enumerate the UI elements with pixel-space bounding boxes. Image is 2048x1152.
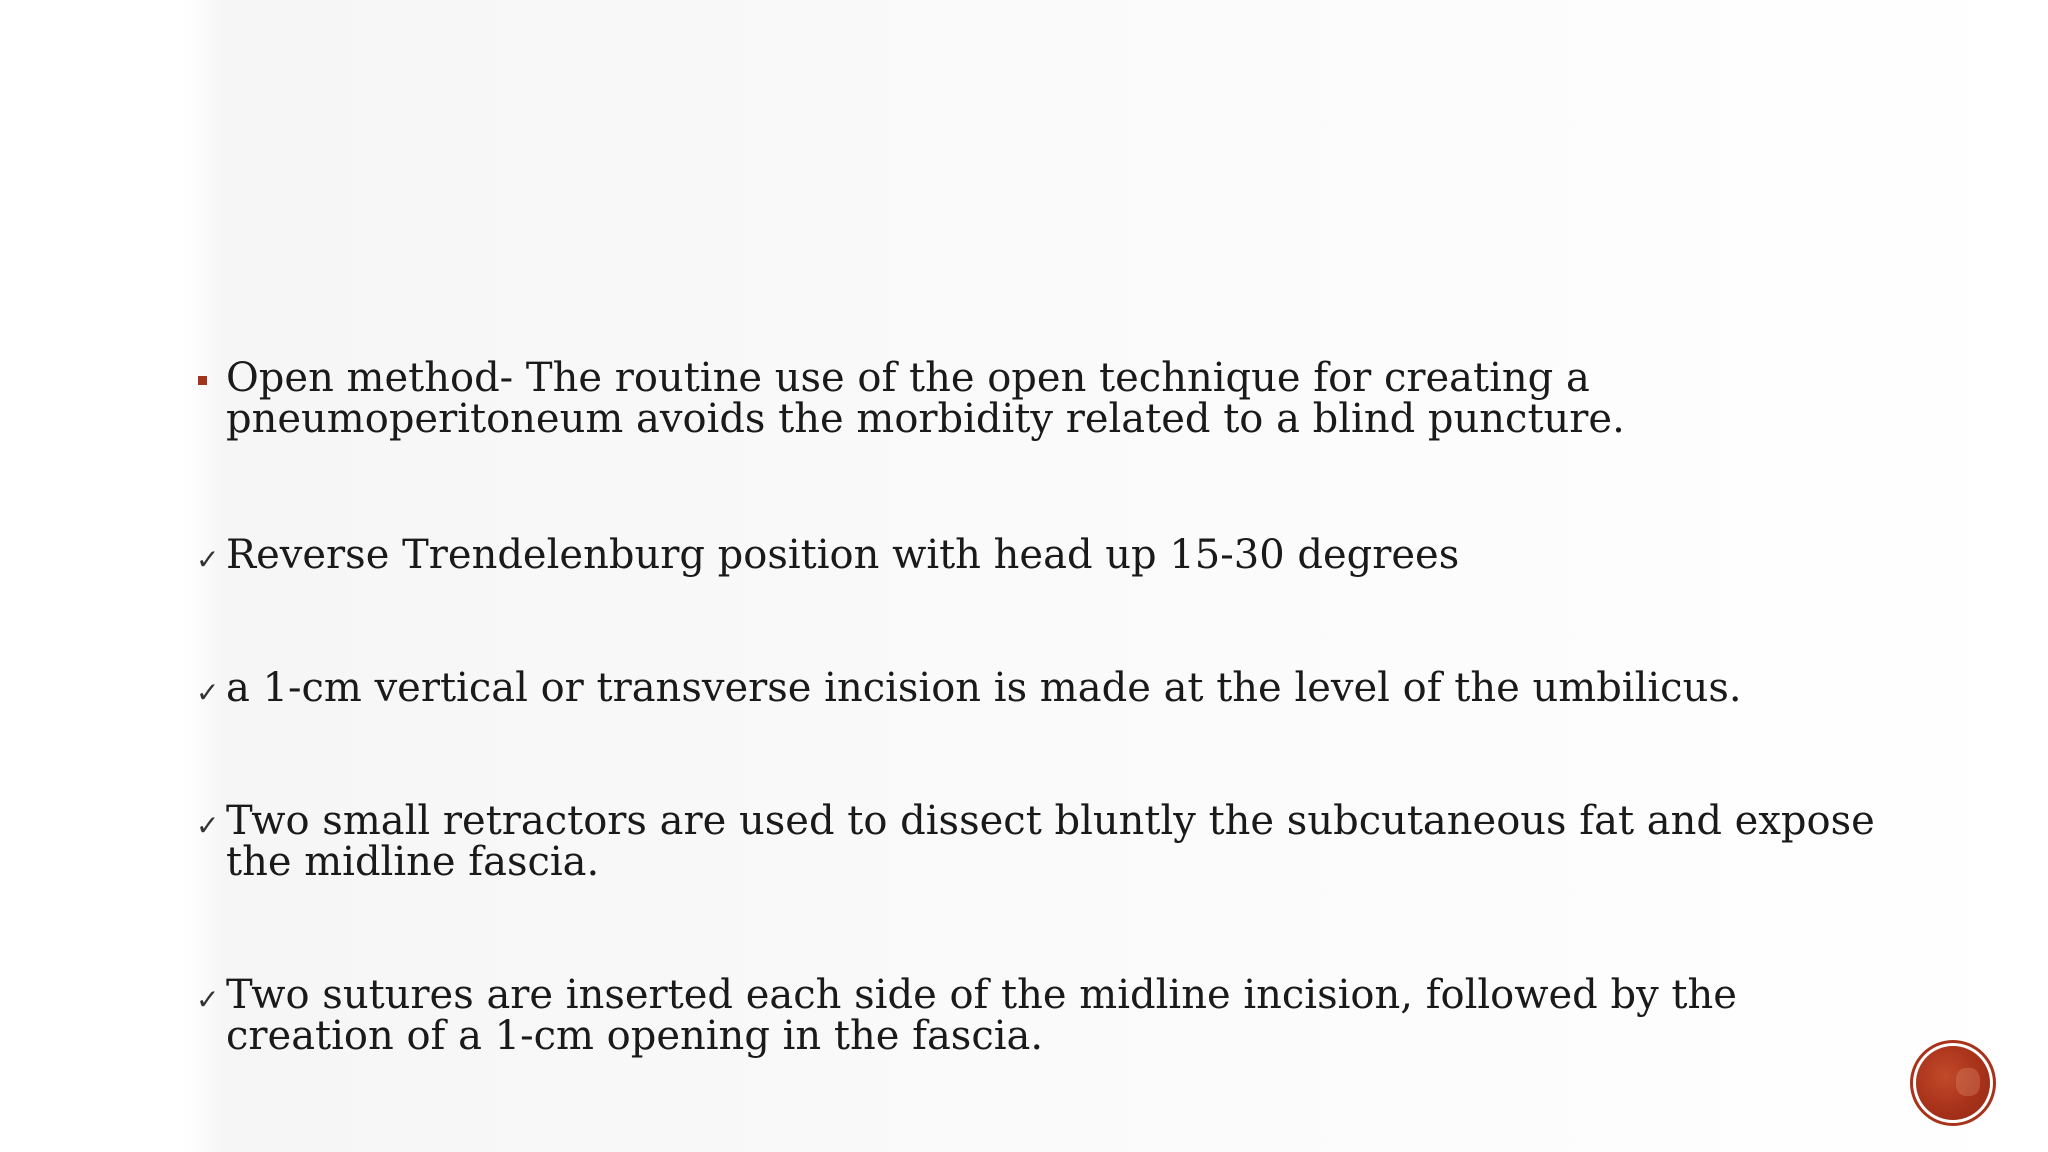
bullet-text: Two small retractors are used to dissect bluntly the subcutaneous fat and expose the midline fascia.: [226, 798, 1875, 885]
bullet-item-reverse-trendelenburg: [196, 532, 1876, 578]
bullet-item-incision: [196, 665, 1876, 711]
checkmark-icon: ✓: [196, 809, 220, 842]
bullet-list: [196, 355, 1876, 1149]
bullet-text: Open method- The routine use of the open technique for creating a pneumoperitoneum avoids the morbidity related to a blind puncture.: [226, 355, 1625, 442]
checkmark-icon: ✓: [196, 983, 220, 1016]
bullet-item-open-method: [196, 355, 1876, 442]
bullet-text: a 1-cm vertical or transverse incision is made at the level of the umbilicus.: [226, 665, 1742, 711]
checkmark-icon: ✓: [196, 543, 220, 576]
bullet-text: Reverse Trendelenburg position with head up 15-30 degrees: [226, 532, 1460, 578]
checkmark-icon: ✓: [196, 676, 220, 709]
logo-highlight: [1956, 1068, 1980, 1096]
bullet-text: Two sutures are inserted each side of the midline incision, followed by the creation of a 1-cm opening in the fascia.: [226, 972, 1737, 1059]
bullet-item-retractors: [196, 798, 1876, 885]
bullet-item-sutures: [196, 972, 1876, 1059]
logo-circle-icon: [1916, 1046, 1990, 1120]
